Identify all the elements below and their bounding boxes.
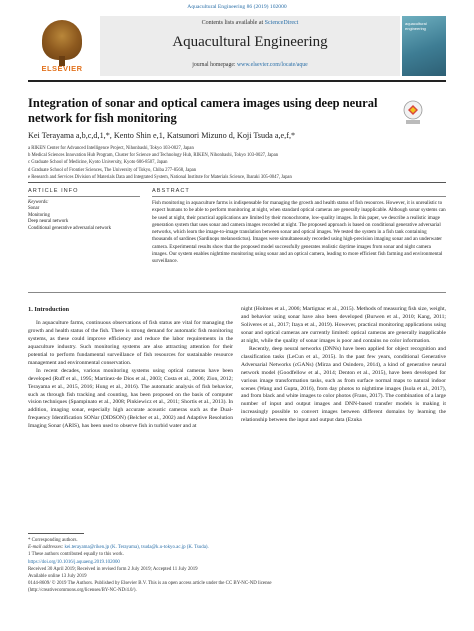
- email-line: [28, 544, 446, 551]
- body-paragraph: In aquaculture farms, continuous observations of fish status are vital for managing the growth and health status of the fish. There is strong demand for automatic fish monitoring systems, as these could improve efficiency and reduce the labor requirements in the aquaculture industry. Such monitoring systems are also attracting attention for their potential to perform fundamental surveillance of fish resources for sustainable resource management and environmental conservation.: [28, 319, 233, 366]
- corresponding-note: * Corresponding authors.: [28, 538, 78, 543]
- tree-icon: [42, 20, 82, 60]
- affiliation: c Graduate School of Medicine, Kyoto University, Kyoto 606-8507, Japan: [28, 160, 168, 166]
- homepage-line: [100, 62, 400, 68]
- cover-title: aquacultural engineering: [405, 21, 427, 31]
- online-date: Available online 13 July 2019: [28, 573, 87, 579]
- article-info-heading: ARTICLE INFO: [28, 188, 79, 194]
- section-heading: 1. Introduction: [28, 306, 70, 313]
- affiliation: a RIKEN Center for Advanced Intelligence Project, Nihonbashi, Tokyo 103-0027, Japan: [28, 146, 194, 151]
- abstract-divider: [152, 196, 446, 197]
- body-left-column: [28, 306, 233, 431]
- affiliation: d Graduate School of Frontier Sciences, The University of Tokyo, Chiba 277-8568, Japan: [28, 167, 197, 173]
- keywords-label: Keywords:: [28, 200, 49, 205]
- keyword: Conditional generative adversarial network: [28, 225, 111, 231]
- sciencedirect-link[interactable]: ScienceDirect: [264, 20, 299, 26]
- author-list: Kei Terayama a,b,c,d,1,*, Kento Shin e,1, Katsunori Mizuno d, Koji Tsuda a,e,f,*: [28, 131, 296, 140]
- keyword: Monitoring: [28, 212, 50, 218]
- email-label: E-mail addresses:: [28, 545, 65, 550]
- contents-line: [100, 20, 400, 26]
- journal-title: Aquacultural Engineering: [172, 34, 328, 50]
- equal-contribution-note: 1 These authors contributed equally to this work.: [28, 552, 124, 557]
- abstract-heading: ABSTRACT: [152, 188, 190, 194]
- crossmark-icon[interactable]: [402, 100, 424, 126]
- elsevier-logo: [28, 16, 96, 76]
- header-divider: [28, 80, 446, 82]
- publication-info: [28, 560, 446, 595]
- footnote-divider: [28, 533, 84, 534]
- affiliation-divider: [28, 182, 446, 183]
- homepage-prefix: journal homepage:: [192, 62, 237, 68]
- footnotes: [28, 537, 446, 558]
- article-info-divider: [28, 196, 140, 197]
- journal-cover-image[interactable]: [402, 16, 446, 76]
- body-paragraph: night (Holmes et al., 2006; Martignac et al., 2015). Methods of measuring fish size, weight, and behavior using sonar have also been developed (Burwen et al., 2010; Kang, 2011; Soliveres et al., 2017; Itaya et al., 2019). However, practical monitoring applications using sonar and optical cameras are currently limited: optical cameras are generally inapplicable at night, while the quality of sonar images is poor and contains no color information.: [241, 306, 446, 344]
- keyword: Deep neural network: [28, 219, 69, 225]
- journal-header: [28, 16, 446, 78]
- contents-prefix: Contents lists available at: [201, 20, 265, 26]
- license-line: 0144-8609/ © 2019 The Authors. Published by Elsevier B.V. This is an open access article under the CC BY-NC-ND license: [28, 580, 272, 586]
- abstract-text: Fish monitoring in aquaculture farms is indispensable for managing the growth and health status of fish resources. However, it is unrealistic to expect humans to be able to perform monitoring at night, when standard optical cameras are generally inapplicable. Although sonar systems can be used at night, their practical applications are limited by their monochrome, low-quality images. In this paper, we describe a realistic image generation system that uses sonar and camera images recorded at night. The proposed approach is based on conditional generative adversarial networks, which learn the image-to-image translation between sonar and optical images. We tested the system in a fish tank containing thousands of sardines (Sardinops melanostictus). Images were simultaneously recorded using high-precision imaging sonar and an underwater camera. Experimental results show that the proposed model successfully generates realistic daytime images from sonar and night camera images. Our system enables nighttime monitoring using sonar and an optical camera, leading to more efficient fish farming and environmental surveillance.: [152, 200, 446, 265]
- body-paragraph: In recent decades, various monitoring systems using optical cameras have been developed (Ruff et al., 1995; Martinez-de Dios et al., 2003; Costa et al., 2006; Zion, 2012; Terayama et al., 2015, 2016; Hung et al., 2016). The automatic analysis of fish behavior, such as through fish tracking and counting, has been proposed on the basis of computer vision techniques (Spampinato et al., 2008; Pinkiewicz et al., 2011; Shortis et al., 2013). In addition, imaging sonar, especially high accurate acoustic cameras such as the Dual-frequency Identification SONar (DIDSON) (Belcher et al., 2002) and Adaptive Resolution Imaging Sonar (ARIS), has been used to observe fish in turbid water and at: [28, 367, 233, 430]
- abstract-bottom-divider: [28, 292, 446, 293]
- affiliations: [28, 145, 446, 181]
- publisher-name: ELSEVIER: [41, 64, 83, 73]
- affiliation: e Research and Services Division of Materials Data and Integrated System, National Institute for Materials Science, Ibaraki 305-0047, Japan: [28, 174, 292, 180]
- doi-link[interactable]: https://doi.org/10.1016/j.aquaeng.2019.102000: [28, 560, 120, 565]
- journal-reference[interactable]: Aquacultural Engineering 86 (2019) 102000: [187, 4, 287, 10]
- body-right-column: [241, 306, 446, 425]
- email-links[interactable]: kei.terayama@riken.jp (K. Terayama), tsuda@k.u-tokyo.ac.jp (K. Tsuda).: [64, 545, 209, 550]
- license-url[interactable]: (http://creativecommons.org/licenses/BY-NC-ND/4.0/).: [28, 587, 137, 593]
- body-paragraph: Recently, deep neural networks (DNNs) have been applied for object recognition and classification tasks (LeCun et al., 2015). In the past few years, conditional Generative Adversarial Networks (cGANs) (Mirza and Osindero, 2014), a kind of generative neural network model (Goodfellow et al., 2014; Denton et al., 2015), have been developed for various image transformation tasks, such as from surface normal maps to natural indoor scenes (Wang and Gupta, 2016), from day photos to nighttime images (Isola et al., 2017), and from black and white images to color photos (Frans, 2017). The combination of a large number of input and output images and DNN-based transfer models is making it increasingly possible to convert images between different domains by learning the relationship between the input and output data (Ezuka: [241, 345, 446, 424]
- homepage-link[interactable]: www.elsevier.com/locate/aque: [236, 62, 308, 68]
- affiliation: b Medical Sciences Innovation Hub Program, Cluster for Science and Technology Hub, RIKEN, Nihonbashi, Tokyo 103-0027, Japan: [28, 153, 279, 159]
- dates-line: Received 30 April 2019; Received in revised form 2 July 2019; Accepted 11 July 2019: [28, 566, 198, 572]
- article-title: Integration of sonar and optical camera images using deep neural network for fish monitoring: [28, 96, 378, 125]
- keywords-block: [28, 200, 140, 232]
- keyword: Sonar: [28, 206, 40, 212]
- journal-banner: [100, 16, 400, 76]
